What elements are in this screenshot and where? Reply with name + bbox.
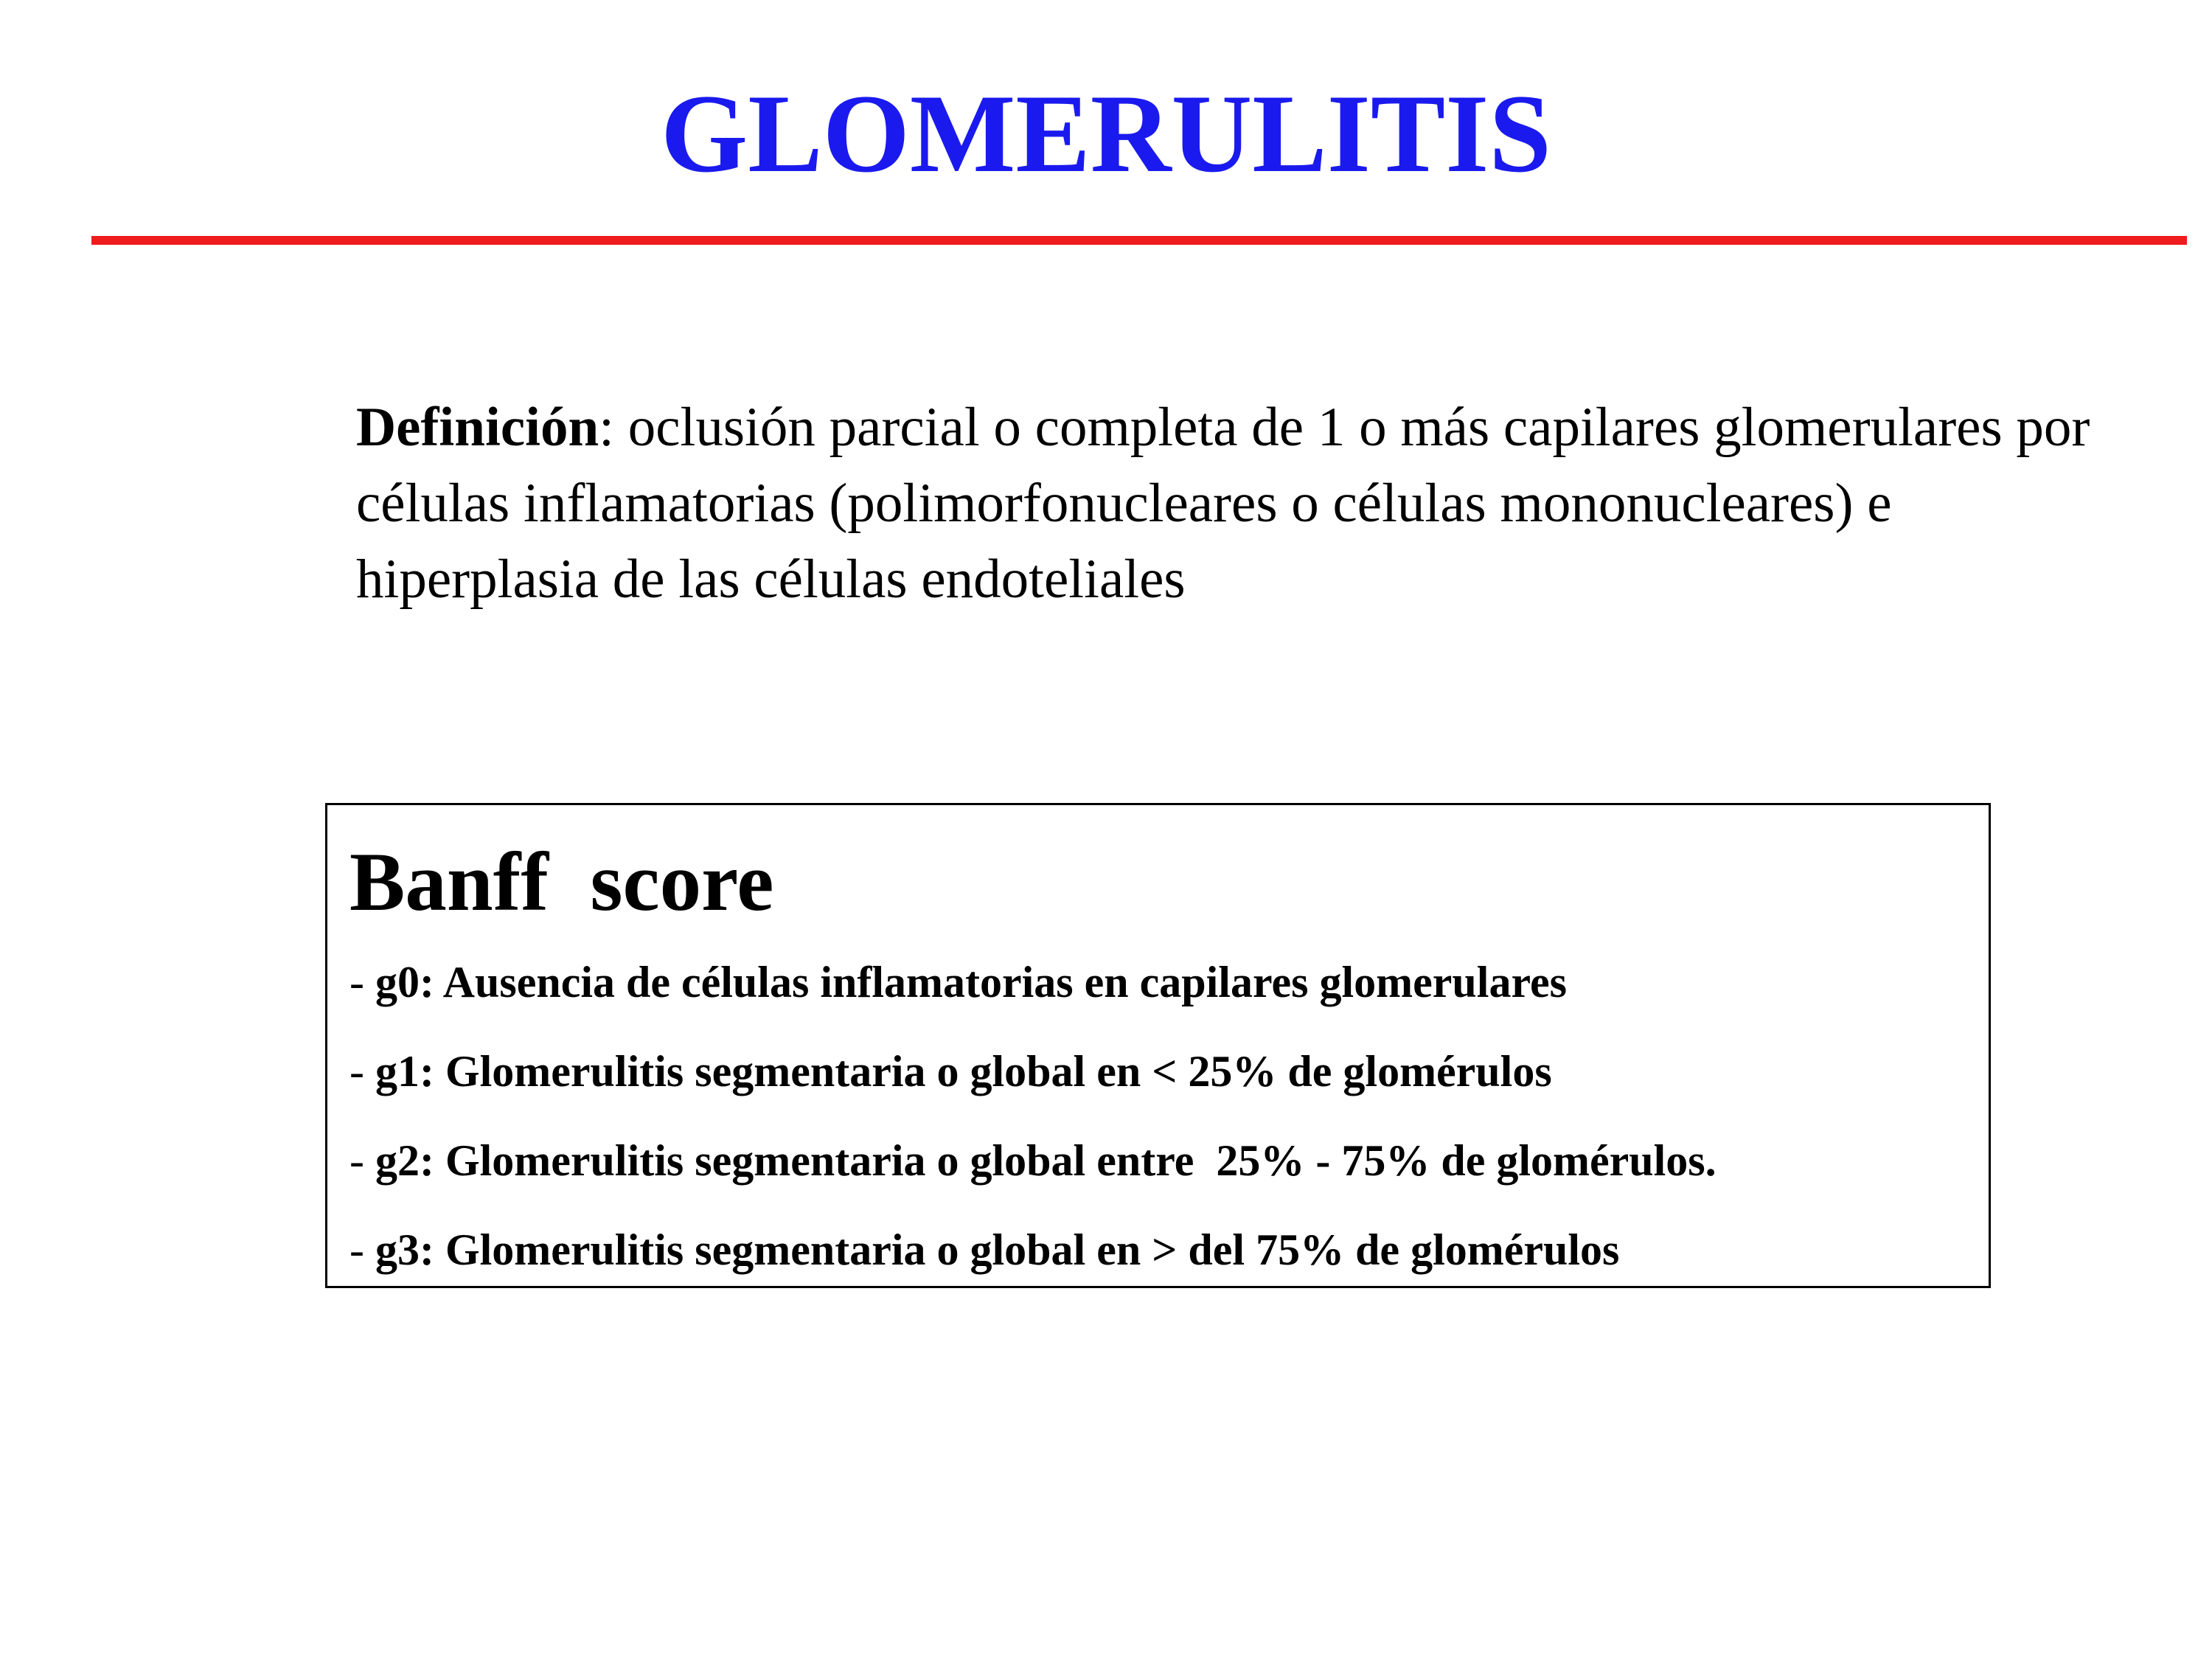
score-item-g0: [349, 953, 1717, 1042]
banff-score-list: [349, 953, 1717, 1310]
score-item-g3: [349, 1220, 1717, 1310]
score-item-text: g3: Glomerulitis segmentaria o global en > del 75% de glomérulos: [375, 1225, 1620, 1274]
definition-label: Definición: [356, 397, 599, 458]
score-item-g2: [349, 1131, 1717, 1220]
definition-text: : oclusión parcial o completa de 1 o más capilares glomerulares por células inflamatorias (polimorfonucleares o células mononucleares) e hiperplasia de las células endoteliales: [356, 397, 2090, 610]
banff-score-title: Banff score: [349, 836, 774, 928]
slide-title: GLOMERULITIS: [661, 72, 1551, 195]
score-item-dash: -: [349, 958, 375, 1006]
score-item-dash: -: [349, 1225, 375, 1274]
title-divider: [91, 236, 2187, 245]
score-item-g1: [349, 1042, 1717, 1131]
score-item-text: g2: Glomerulitis segmentaria o global entre 25% - 75% de glomérulos.: [375, 1136, 1717, 1185]
definition-paragraph: [356, 389, 2111, 617]
banff-score-box: [325, 803, 1991, 1288]
score-item-text: g1: Glomerulitis segmentaria o global en < 25% de glomérulos: [375, 1047, 1552, 1096]
score-item-dash: -: [349, 1136, 375, 1185]
score-item-text: g0: Ausencia de células inflamatorias en capilares glomerulares: [375, 958, 1567, 1006]
score-item-dash: -: [349, 1047, 375, 1096]
